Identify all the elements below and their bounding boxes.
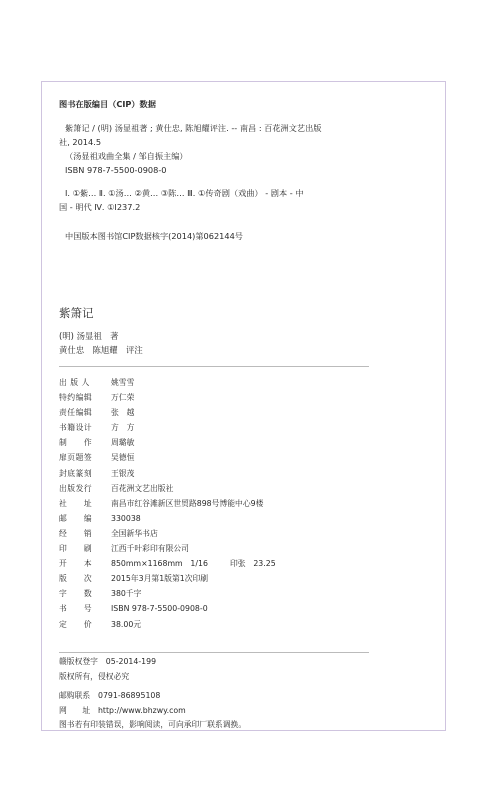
- spec-value: 王银茂: [111, 468, 135, 478]
- spec-value: 方 方: [111, 423, 135, 433]
- spec-value: 2015年3月第1版第1次印刷: [111, 574, 209, 584]
- spec-label: 定 价: [59, 619, 93, 629]
- spec-value: 南昌市红谷滩新区世贸路898号博能中心9楼: [111, 498, 264, 508]
- website-label: 网 址: [59, 705, 91, 715]
- author-line: (明) 汤显祖 著: [59, 331, 119, 341]
- spec-row: [59, 420, 276, 435]
- spec-row: [59, 601, 276, 616]
- spec-value: 周璐敏: [111, 438, 135, 448]
- website-line: [59, 704, 246, 719]
- spec-value: 万仁荣: [111, 393, 135, 403]
- cip-line: 国 - 明代 Ⅳ. ①I237.2: [59, 202, 141, 212]
- spec-label: 封底篆刻: [59, 468, 93, 478]
- spec-row: [59, 556, 276, 571]
- spec-label: 特约编辑: [59, 393, 93, 403]
- spec-label: 社 址: [59, 498, 93, 508]
- cip-block: [59, 97, 389, 243]
- spec-value: 330038: [111, 513, 141, 523]
- spec-value: 38.00元: [111, 619, 142, 629]
- cip-line: 社, 2014.5: [59, 137, 102, 147]
- specs-table: [59, 375, 276, 632]
- spec-label: 书 号: [59, 604, 93, 614]
- spec-label: 邮 编: [59, 513, 93, 523]
- spec-label: 字 数: [59, 589, 93, 599]
- spec-row: [59, 375, 276, 390]
- spec-label: 责任编辑: [59, 408, 93, 418]
- spec-row: [59, 481, 276, 496]
- mail-order-contact: 邮购联系 0791-86895108: [59, 691, 161, 700]
- spec-label: 扉页题签: [59, 453, 93, 463]
- spec-label: 书籍设计: [59, 423, 93, 433]
- spec-row: [59, 511, 276, 526]
- spec-value: 380千字: [111, 589, 142, 599]
- spec-row: [59, 541, 276, 556]
- spec-row: [59, 466, 276, 481]
- spec-row: [59, 617, 276, 632]
- spec-row: [59, 586, 276, 601]
- spec-row: [59, 496, 276, 511]
- divider: [59, 652, 369, 653]
- cip-line: （汤显祖戏曲全集 / 邹自振主编）: [65, 151, 188, 161]
- spec-row: [59, 435, 276, 450]
- spec-value: ISBN 978-7-5500-0908-0: [111, 604, 208, 614]
- spec-value: 百花洲文艺出版社: [111, 483, 174, 493]
- sheet-count: 印张 23.25: [229, 559, 276, 569]
- spec-label: 印 刷: [59, 544, 93, 554]
- spec-label: 出版发行: [59, 483, 93, 493]
- spec-label: 经 销: [59, 528, 93, 538]
- spec-row: [59, 526, 276, 541]
- footer-block: [59, 655, 246, 733]
- print-error-notice: 图书若有印装错误，影响阅读，可向承印厂联系调换。: [59, 720, 247, 729]
- spec-value: 850mm×1168mm 1/16: [111, 559, 208, 569]
- cip-isbn: ISBN 978-7-5500-0908-0: [65, 165, 167, 175]
- cip-number: 中国版本图书馆CIP数据核字(2014)第062144号: [65, 231, 243, 241]
- spec-value: 张 越: [111, 408, 135, 418]
- spec-label: 版 次: [59, 574, 93, 584]
- copyright-registration: 赣版权登字 05-2014-199: [59, 657, 157, 666]
- website-url: http://www.bhzwy.com: [97, 705, 186, 715]
- cip-heading: 图书在版编目（CIP）数据: [59, 99, 156, 109]
- cip-line: Ⅰ. ①紫… Ⅱ. ①汤… ②黄… ③陈… Ⅲ. ①传奇剧（戏曲） - 剧本 - 中: [65, 188, 304, 198]
- spec-row: [59, 405, 276, 420]
- spec-value: 吴德恒: [111, 453, 135, 463]
- rights-reserved: 版权所有，侵权必究: [59, 671, 130, 681]
- spec-value: 江西千叶彩印有限公司: [111, 544, 189, 554]
- spec-value: 姚雪雪: [111, 378, 135, 387]
- spec-row: [59, 571, 276, 586]
- editors-line: 黄仕忠 陈旭耀 评注: [59, 345, 143, 355]
- cip-line: 紫箫记 / (明) 汤显祖著 ; 黄仕忠, 陈旭耀评注. -- 南昌 : 百花洲文艺出版: [65, 123, 322, 133]
- book-info: [59, 305, 143, 357]
- spec-row: [59, 450, 276, 465]
- spec-value: 全国新华书店: [111, 528, 158, 538]
- book-title: 紫箫记: [59, 306, 94, 320]
- spec-row: [59, 390, 276, 405]
- divider: [59, 366, 369, 367]
- spec-label: 制 作: [59, 438, 93, 448]
- spec-label: 开 本: [59, 559, 93, 569]
- spec-label: 出 版 人: [59, 378, 90, 387]
